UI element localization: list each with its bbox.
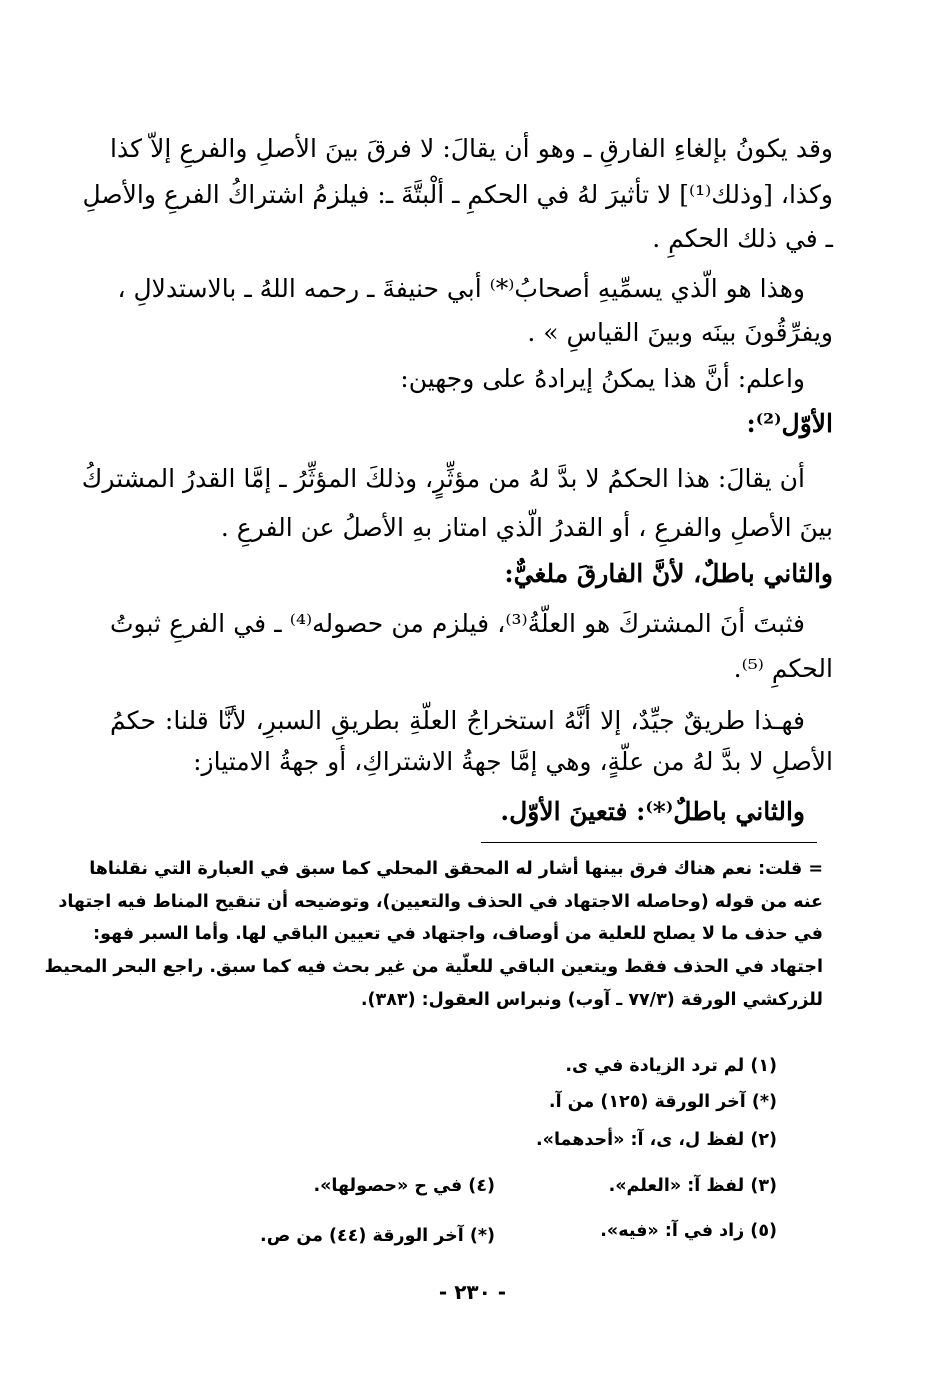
page-number: - ٢٣٠ - [438, 1280, 507, 1304]
footnote-continuation-line: للزركشي الورقة (٧٧/٣ ـ آوب) ونبراس العقول: (٣٨٣). [360, 990, 823, 1010]
body-line: فهـذا طريقٌ جيِّدٌ، إلا أنَّهُ استخراجُ العلّةِ بطريقِ السبرِ، لأنَّا قلنا: حكمُ [110, 706, 805, 735]
body-line: ويفرِّقُونَ بينَه وبينَ القياسِ » . [527, 318, 833, 347]
body-line: ـ في ذلك الحكمِ . [652, 224, 833, 253]
body-line: فثبتَ أنَ المشتركَ هو العلّةُ⁽³⁾، فيلزم من حصوله⁽⁴⁾ ـ في الفرعِ ثبوتُ [110, 609, 805, 638]
body-line: وقد يكونُ بإلغاءِ الفارقِ ـ وهو أن يقالَ: لا فرقَ بينَ الأصلِ والفرعِ إلاّ كذا [110, 134, 833, 163]
footnote-1: (١) لم ترد الزيادة في ى. [565, 1056, 777, 1076]
body-line: واعلم: أنَّ هذا يمكنُ إيرادهُ على وجهين: [400, 364, 805, 393]
footnote-star-1: (*) آخر الورقة (١٢٥) من آ. [548, 1092, 777, 1112]
footnote-5: (٥) زاد في آ: «فيه». [600, 1221, 777, 1241]
footnote-3: (٣) لفظ آ: «العلم». [608, 1176, 777, 1196]
body-line: الحكمِ ⁽⁵⁾. [733, 654, 833, 683]
body-line: بينَ الأصلِ والفرعِ ، أو القدرُ الّذي امتاز بهِ الأصلُ عن الفرعِ . [220, 513, 833, 542]
footnote-separator [481, 842, 817, 843]
body-line: أن يقالَ: هذا الحكمُ لا بدَّ لهُ من مؤثِّرٍ، وذلكَ المؤثِّرُ ـ إمَّا القدرُ المشتركُ [81, 464, 805, 493]
body-line: وهذا هو الّذي يسمِّيهِ أصحابُ⁽*⁾ أبي حنيفةَ ـ رحمه اللهُ ـ بالاستدلالِ ، [117, 274, 805, 303]
footnote-star-2: (*) آخر الورقة (٤٤) من ص. [260, 1226, 495, 1246]
footnote-continuation-line: اجتهاد في الحذف فقط ويتعين الباقي للعلّية من غير بحث فيه كما سبق. راجع البحر المحيط [44, 957, 823, 977]
body-line: الأصلِ لا بدَّ لهُ من علّةٍ، وهي إمَّا جهةُ الاشتراكِ، أو جهةُ الامتياز: [193, 747, 833, 776]
footnote-continuation-line: = قلت: نعم هناك فرق بينها أشار له المحقق المحلي كما سبق في العبارة التي نقلناها [89, 859, 823, 879]
body-line: والثاني باطلٌ، لأنَّ الفارقَ ملغيٌّ: [504, 559, 833, 588]
footnote-continuation-line: في حذف ما لا يصلح للعلية من أوصاف، واجتهاد في تعيين الباقي لها. وأما السبر فهو: [93, 924, 823, 944]
footnote-2: (٢) لفظ ل، ى، آ: «أحدهما». [536, 1130, 777, 1150]
body-line: وكذا، [وذلك⁽¹⁾] لا تأثيرَ لهُ في الحكمِ ـ ألْبتَّةَ ـ: فيلزمُ اشتراكُ الفرعِ والأصلِ [82, 180, 833, 209]
body-line: والثاني باطلٌ⁽*⁾: فتعينَ الأوّل. [500, 797, 805, 826]
section-heading: الأوّل⁽²⁾: [746, 409, 833, 438]
footnote-4: (٤) في ح «حصولها». [313, 1176, 495, 1196]
footnote-continuation-line: عنه من قوله (وحاصله الاجتهاد في الحذف والتعيين)، وتوضيحه أن تنقيح المناط فيه اجتهاد [58, 892, 823, 912]
